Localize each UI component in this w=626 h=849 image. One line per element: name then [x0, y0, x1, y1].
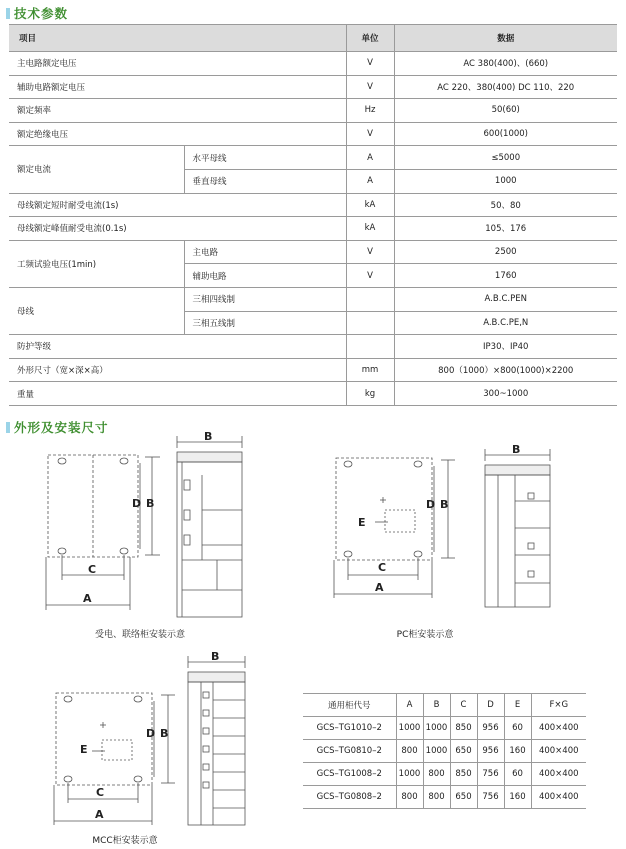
table-row: [303, 717, 586, 740]
value-cell: 60: [504, 763, 531, 786]
spec-item: 辅助电路额定电压: [9, 75, 346, 99]
spec-data: 300~1000: [394, 382, 617, 406]
spec-data: 1760: [394, 264, 617, 288]
value-cell: 400×400: [531, 717, 586, 740]
fig2-front-view: [330, 450, 460, 615]
spec-data: IP30、IP40: [394, 335, 617, 359]
caption-fig3: MCC柜安装示意: [92, 836, 158, 846]
spec-item: 母线额定短时耐受电流(1s): [9, 193, 346, 217]
code-cell: GCS–TG0810–2: [303, 740, 396, 763]
spec-row: [9, 335, 617, 359]
spec-data: 800（1000）×800(1000)×2200: [394, 358, 617, 382]
codes-header-cell: F×G: [531, 694, 586, 717]
spec-unit: Hz: [346, 99, 394, 123]
dim-label-c: C: [378, 561, 387, 574]
value-cell: 60: [504, 717, 531, 740]
spec-item: 额定频率: [9, 99, 346, 123]
header-data: 数据: [394, 25, 617, 52]
spec-data: A.B.C.PEN: [394, 287, 617, 311]
dim-label-a: A: [375, 581, 384, 594]
spec-subitem: 垂直母线: [184, 169, 346, 193]
value-cell: 160: [504, 786, 531, 809]
table-row: [303, 786, 586, 809]
spec-item: 主电路额定电压: [9, 52, 346, 76]
spec-table: [9, 24, 617, 406]
header-item: 项目: [9, 25, 346, 52]
spec-item: 额定绝缘电压: [9, 122, 346, 146]
caption-fig1: 受电、联络柜安装示意: [94, 630, 185, 640]
dim-label-b: B: [160, 727, 169, 740]
spec-item: 重量: [9, 382, 346, 406]
spec-data: 2500: [394, 240, 617, 264]
spec-unit: V: [346, 122, 394, 146]
spec-unit: V: [346, 264, 394, 288]
spec-item: 工频试验电压(1min): [9, 240, 184, 287]
section-title-dimensions: [6, 418, 109, 436]
dim-label-b: B: [146, 497, 155, 510]
value-cell: 1000: [423, 740, 450, 763]
value-cell: 650: [450, 786, 477, 809]
code-cell: GCS–TG1008–2: [303, 763, 396, 786]
spec-unit: kA: [346, 217, 394, 241]
value-cell: 400×400: [531, 740, 586, 763]
spec-unit: V: [346, 52, 394, 76]
codes-header-cell: B: [423, 694, 450, 717]
spec-data: 50、80: [394, 193, 617, 217]
dim-label-b: B: [204, 430, 213, 443]
value-cell: 1000: [423, 717, 450, 740]
spec-subitem: 三相五线制: [184, 311, 346, 335]
spec-row: [9, 358, 617, 382]
title-bullet-icon: [6, 8, 10, 19]
section-title-text: 技术参数: [14, 6, 69, 21]
spec-data: 1000: [394, 169, 617, 193]
fig1-front-view: [40, 445, 170, 620]
value-cell: 756: [477, 786, 504, 809]
table-row: [303, 740, 586, 763]
value-cell: 850: [450, 717, 477, 740]
spec-subitem: 水平母线: [184, 146, 346, 170]
spec-row: [9, 240, 617, 264]
value-cell: 956: [477, 740, 504, 763]
codes-header-cell: 通用柜代号: [303, 694, 396, 717]
dim-label-c: C: [88, 563, 97, 576]
spec-data: AC 380(400)、(660): [394, 52, 617, 76]
spec-item: 额定电流: [9, 146, 184, 193]
value-cell: 800: [423, 786, 450, 809]
fig2-side-view: [480, 443, 560, 615]
fig3-front-view: [50, 685, 180, 830]
spec-unit: A: [346, 146, 394, 170]
spec-row: [9, 382, 617, 406]
value-cell: 956: [477, 717, 504, 740]
spec-data: ≤5000: [394, 146, 617, 170]
table-row: [303, 763, 586, 786]
cabinet-code-table: [303, 693, 586, 809]
spec-row: [9, 146, 617, 170]
codes-header-cell: C: [450, 694, 477, 717]
spec-unit: [346, 287, 394, 311]
dim-label-e: E: [358, 516, 366, 529]
value-cell: 800: [396, 740, 423, 763]
section-title-text: 外形及安装尺寸: [14, 420, 109, 435]
spec-data: 105、176: [394, 217, 617, 241]
dim-label-a: A: [95, 808, 104, 821]
codes-header-cell: E: [504, 694, 531, 717]
spec-unit: [346, 311, 394, 335]
spec-unit: A: [346, 169, 394, 193]
dim-label-c: C: [96, 786, 105, 799]
spec-row: [9, 193, 617, 217]
value-cell: 400×400: [531, 763, 586, 786]
spec-unit: V: [346, 240, 394, 264]
value-cell: 1000: [396, 717, 423, 740]
dim-label-b: B: [211, 650, 220, 663]
codes-header-cell: D: [477, 694, 504, 717]
value-cell: 800: [423, 763, 450, 786]
value-cell: 1000: [396, 763, 423, 786]
spec-subitem: 主电路: [184, 240, 346, 264]
value-cell: 800: [396, 786, 423, 809]
spec-data: 600(1000): [394, 122, 617, 146]
spec-item: 外形尺寸（宽×深×高）: [9, 358, 346, 382]
spec-row: [9, 99, 617, 123]
codes-header-row: [303, 694, 586, 717]
dim-label-d: D: [426, 498, 436, 511]
spec-row: [9, 287, 617, 311]
spec-unit: kA: [346, 193, 394, 217]
spec-subitem: 三相四线制: [184, 287, 346, 311]
value-cell: 400×400: [531, 786, 586, 809]
code-cell: GCS–TG0808–2: [303, 786, 396, 809]
spec-row: [9, 122, 617, 146]
spec-header-row: [9, 25, 617, 52]
spec-row: [9, 217, 617, 241]
spec-item: 母线: [9, 287, 184, 334]
value-cell: 756: [477, 763, 504, 786]
fig3-side-view: [183, 650, 253, 830]
spec-data: 50(60): [394, 99, 617, 123]
code-cell: GCS–TG1010–2: [303, 717, 396, 740]
title-bullet-icon: [6, 422, 10, 433]
dim-label-e: E: [80, 743, 88, 756]
spec-unit: mm: [346, 358, 394, 382]
spec-unit: [346, 335, 394, 359]
codes-header-cell: A: [396, 694, 423, 717]
spec-data: AC 220、380(400) DC 110、220: [394, 75, 617, 99]
dim-label-d: D: [146, 727, 156, 740]
spec-item: 母线额定峰值耐受电流(0.1s): [9, 217, 346, 241]
value-cell: 160: [504, 740, 531, 763]
header-unit: 单位: [346, 25, 394, 52]
spec-unit: V: [346, 75, 394, 99]
value-cell: 650: [450, 740, 477, 763]
spec-subitem: 辅助电路: [184, 264, 346, 288]
dim-label-d: D: [132, 497, 142, 510]
spec-row: [9, 75, 617, 99]
spec-item: 防护等级: [9, 335, 346, 359]
fig1-side-view: [172, 430, 250, 620]
value-cell: 850: [450, 763, 477, 786]
spec-row: [9, 52, 617, 76]
spec-unit: kg: [346, 382, 394, 406]
caption-fig2: PC柜安装示意: [396, 630, 454, 640]
dim-label-b: B: [440, 498, 449, 511]
section-title-specs: [6, 4, 68, 22]
dim-label-b: B: [512, 443, 521, 456]
dim-label-a: A: [83, 592, 92, 605]
spec-data: A.B.C.PE,N: [394, 311, 617, 335]
